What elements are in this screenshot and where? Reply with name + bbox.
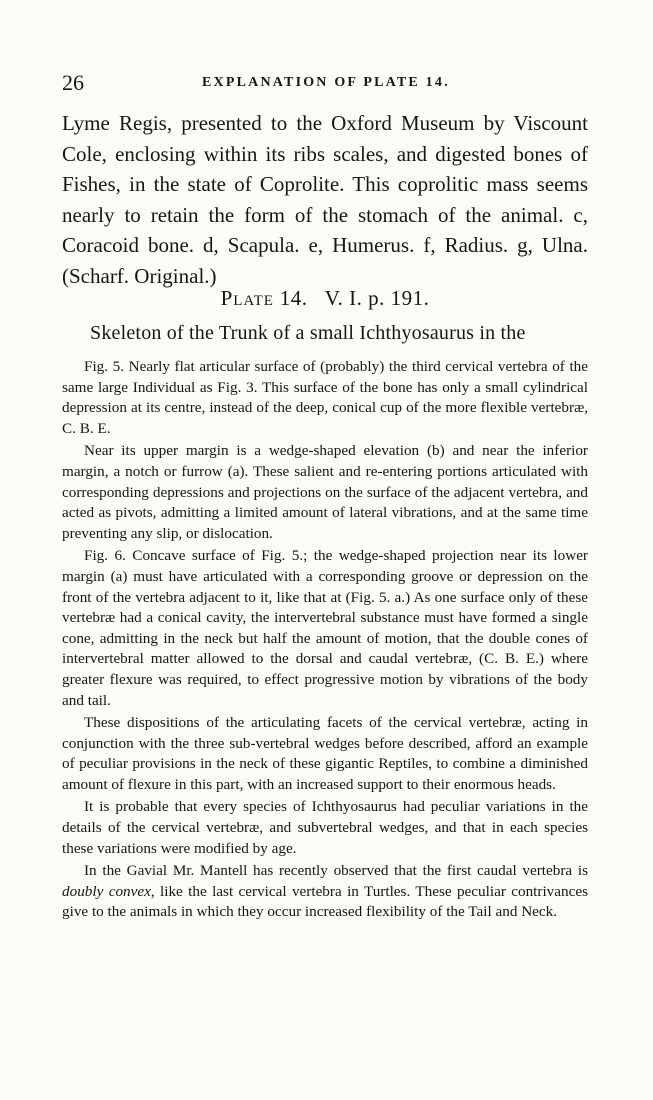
plate-number: 14. bbox=[273, 286, 308, 310]
running-title: EXPLANATION OF PLATE 14. bbox=[202, 75, 450, 90]
plate-subtitle: Skeleton of the Trunk of a small Ichthyosaurus in the bbox=[90, 322, 526, 344]
plate-word: Plate bbox=[220, 286, 274, 310]
paragraph-gavial: In the Gavial Mr. Mantell has recently observed that the first caudal vertebra is doubly convex, like the last cervical vertebra in Turtles. These peculiar contrivances give to the animals in which they occur increased flexibility of the Tail and Neck. bbox=[62, 862, 588, 921]
paragraph-species-variations: It is probable that every species of Ichthyosaurus had peculiar variations in the details of the cervical vertebræ, and subvertebral wedges, and that in each species these variations were modified by age. bbox=[62, 798, 588, 857]
paragraph-dispositions: These dispositions of the articulating facets of the cervical vertebræ, acting in conjunction with the three sub-vertebral wedges before described, afford an example of peculiar provisions in the neck of these gigantic Reptiles, to combine a diminished amount of flexure in this part, with an increased support to their enormous heads. bbox=[62, 714, 588, 793]
paragraph-fig6: Fig. 6. Concave surface of Fig. 5.; the wedge-shaped projection near its lower margin (a) must have articulated with a corresponding groove or depression on the front of the vertebra adjacent to it, like that at (Fig. 5. a.) As one surface only of these vertebræ had a conical cavity, the intervertebral substance must have formed a single cone, admitting in the neck but half the amount of motion, that the double cones of intervertebral matter allowed to the dorsal and caudal vertebræ, (C. B. E.) where greater flexure was required, to effect progressive motion by vibrations of the body and tail. bbox=[62, 547, 588, 709]
continued-paragraph: Lyme Regis, presented to the Oxford Museum by Viscount Cole, enclosing within its ribs scales, and digested bones of Fishes, in the state of Coprolite. This coprolitic mass seems nearly to retain the form of the stomach of the animal. c, Coracoid bone. d, Scapula. e, Humerus. f, Radius. g, Ulna. (Scharf. Original.) bbox=[62, 111, 588, 288]
plate-heading bbox=[62, 286, 588, 311]
page-number: 26 bbox=[62, 70, 84, 95]
continued-paragraph-block bbox=[62, 108, 588, 291]
figure-descriptions bbox=[62, 357, 588, 925]
plate-reference: V. I. p. 191. bbox=[324, 286, 430, 310]
paragraph-wedge-elevation: Near its upper margin is a wedge-shaped elevation (b) and near the inferior margin, a notch or furrow (a). These salient and re-entering portions articulated with corresponding depressions and projections on the surface of the adjacent vertebra, and acted as pivots, admitting a limited amount of lateral vibrations, and at the same time preventing any slip, or dislocation. bbox=[62, 442, 588, 542]
page-header bbox=[62, 70, 588, 100]
paragraph-fig5: Fig. 5. Nearly flat articular surface of (probably) the third cervical vertebra of the same large Individual as Fig. 3. This surface of the bone has only a small cylindrical depression at its centre, instead of the deep, conical cup of the more flexible vertebræ, C. B. E. bbox=[62, 358, 588, 437]
